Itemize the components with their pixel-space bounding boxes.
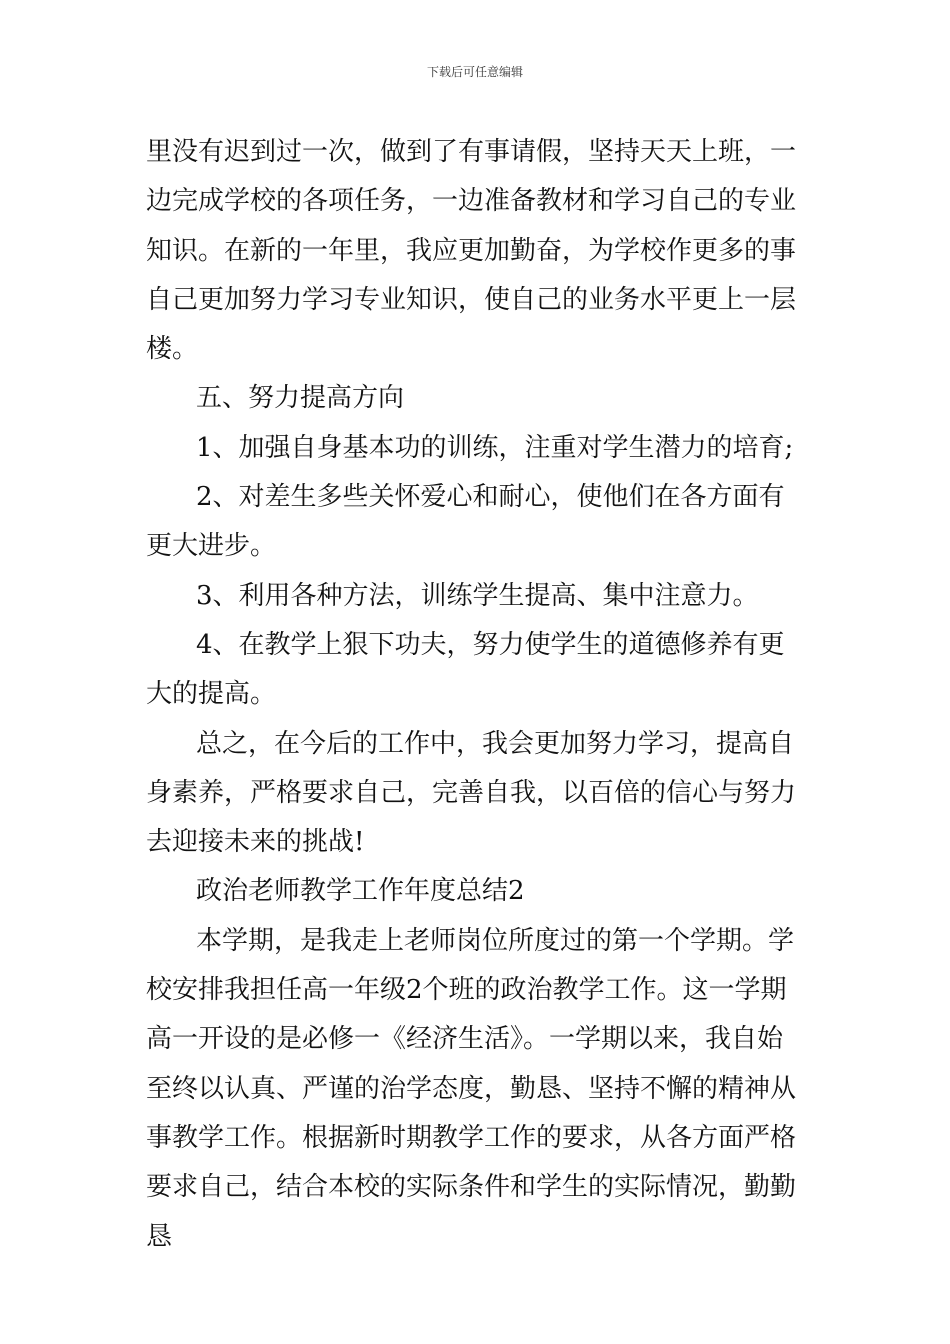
article-title: 政治老师教学工作年度总结2 <box>196 876 525 907</box>
conclusion-paragraph: 总之，在今后的工作中，我会更加努力学习，提高自身素养，严格要求自己，完善自我，以百倍的信心与努力去迎接未来的挑战! <box>146 728 797 858</box>
document-body <box>146 128 806 1262</box>
list-item: 3、利用各种方法，训练学生提高、集中注意力。 <box>196 580 759 611</box>
body-paragraph: 本学期，是我走上老师岗位所度过的第一个学期。学校安排我担任高一年级2个班的政治教学工作。这一学期高一开设的是必修一《经济生活》。一学期以来，我自始至终以认真、严谨的治学态度，勤恳、坚持不懈的精神从事教学工作。根据新时期教学工作的要求，从各方面严格要求自己，结合本校的实际条件和学生的实际情况，勤勤恳 <box>146 925 797 1252</box>
list-item: 2、对差生多些关怀爱心和耐心，使他们在各方面有更大进步。 <box>146 482 785 562</box>
page-header: 下载后可任意编辑 <box>426 65 523 79</box>
list-item: 4、在教学上狠下功夫，努力使学生的道德修养有更大的提高。 <box>146 629 785 710</box>
paragraph-continuation: 里没有迟到过一次，做到了有事请假，坚持天天上班，一边完成学校的各项任务，一边准备教材和学习自己的专业知识。在新的一年里，我应更加勤奋，为学校作更多的事自己更加努力学习专业知识，使自己的业务水平更上一层楼。 <box>146 137 797 365</box>
section-heading: 五、努力提高方向 <box>196 383 405 414</box>
list-item: 1、加强自身基本功的训练，注重对学生潜力的培育; <box>196 432 794 463</box>
